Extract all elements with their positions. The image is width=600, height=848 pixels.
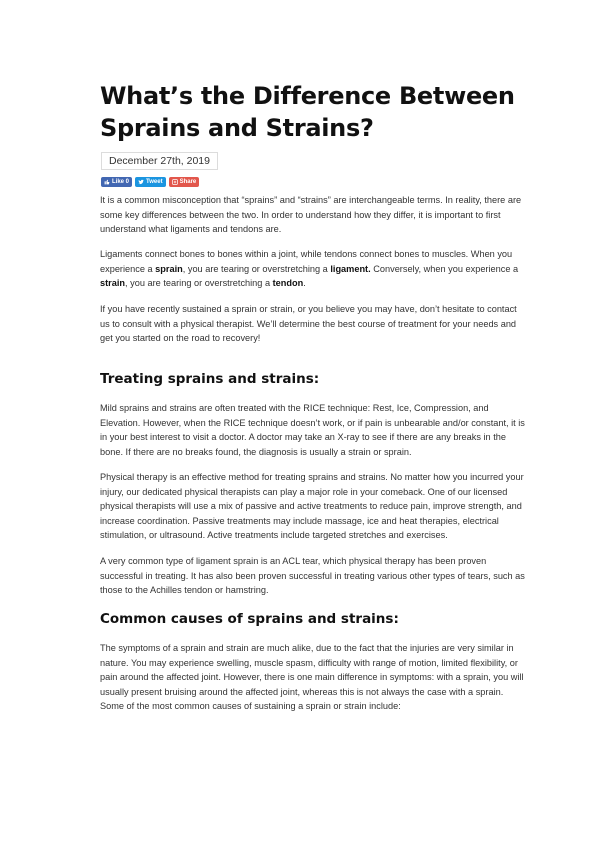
like-label: Like 0 <box>112 179 130 185</box>
term-sprain: sprain <box>155 263 183 274</box>
treating-paragraph-3: A very common type of ligament sprain is an ACL tear, which physical therapy has been proven successful in treating. It has also been proven successful in treating various other types of tears, such as those to the Achilles tendon or hamstring. <box>100 556 525 595</box>
thumbs-up-icon <box>104 179 110 185</box>
tweet-button[interactable] <box>135 177 166 187</box>
share-label: Share <box>179 179 197 185</box>
term-ligament: ligament. <box>330 263 371 274</box>
text-run: . <box>303 278 306 288</box>
term-strain: strain <box>100 278 126 288</box>
social-share-bar <box>101 177 199 187</box>
tweet-label: Tweet <box>146 179 163 185</box>
text-run: , you are tearing or overstretching a <box>182 263 331 274</box>
intro-paragraph-3: If you have recently sustained a sprain or strain, or you believe you may have, don’t hesitate to contact us to consult with a physical therapist. We’ll determine the best course of treatment for your needs and get you started on the road to recovery! <box>100 304 517 343</box>
heading-treating: Treating sprains and strains: <box>100 371 320 387</box>
term-tendon: tendon <box>272 278 304 288</box>
text-run: , you are tearing or overstretching a <box>125 278 273 288</box>
causes-paragraph-1: The symptoms of a sprain and strain are much alike, due to the fact that the injuries are very similar in nature. You may experience swelling, muscle spasm, difficulty with range of motion, limited flexibility, or pain around the affected joint. However, there is one main difference in symptoms: with a sprain, you will usually present bruising around the affected joint, whereas this is not always the case with a sprain. Some of the most common causes of sustaining a sprain or strain include: <box>100 643 524 711</box>
text-run: Conversely, when you experience a <box>370 263 519 274</box>
treating-paragraph-2: Physical therapy is an effective method for treating sprains and strains. No matter how you incurred your injury, our dedicated physical therapists can play a major role in your comeback. One of our licensed physical therapists will use a mix of passive and active treatments to reduce pain, improve strength, and increase coordination. Passive treatments may include massage, ice and heat therapies, electrical stimulation, or ultrasound. Active treatments include targeted stretches and exercises. <box>100 472 524 540</box>
twitter-bird-icon <box>138 179 144 185</box>
publish-date: December 27th, 2019 <box>101 152 218 170</box>
share-icon <box>172 179 178 185</box>
intro-paragraph-1: It is a common misconception that “sprains” and “strains” are interchangeable terms. In reality, there are some key differences between the two. In order to understand how they differ, it is important to first understand what ligaments and tendons are. <box>100 195 522 234</box>
intro-paragraph-2 <box>100 247 528 291</box>
facebook-like-button[interactable] <box>101 177 132 187</box>
treating-paragraph-1: Mild sprains and strains are often treated with the RICE technique: Rest, Ice, Compression, and Elevation. However, when the RICE technique doesn’t work, or if pain is unbearable and/or constant, it is in your best interest to visit a doctor. A doctor may take an X-ray to see if there are any breaks in the bone. If there are no breaks found, the diagnosis is usually a strain or sprain. <box>100 403 525 457</box>
text-run: Ligaments connect bones to bones within a joint, while tendons connect bones to muscles. When you experience a <box>100 249 513 274</box>
article-title: What’s the Difference Between Sprains and Strains? <box>100 82 515 142</box>
heading-causes: Common causes of sprains and strains: <box>100 611 399 627</box>
share-button[interactable] <box>169 177 200 187</box>
